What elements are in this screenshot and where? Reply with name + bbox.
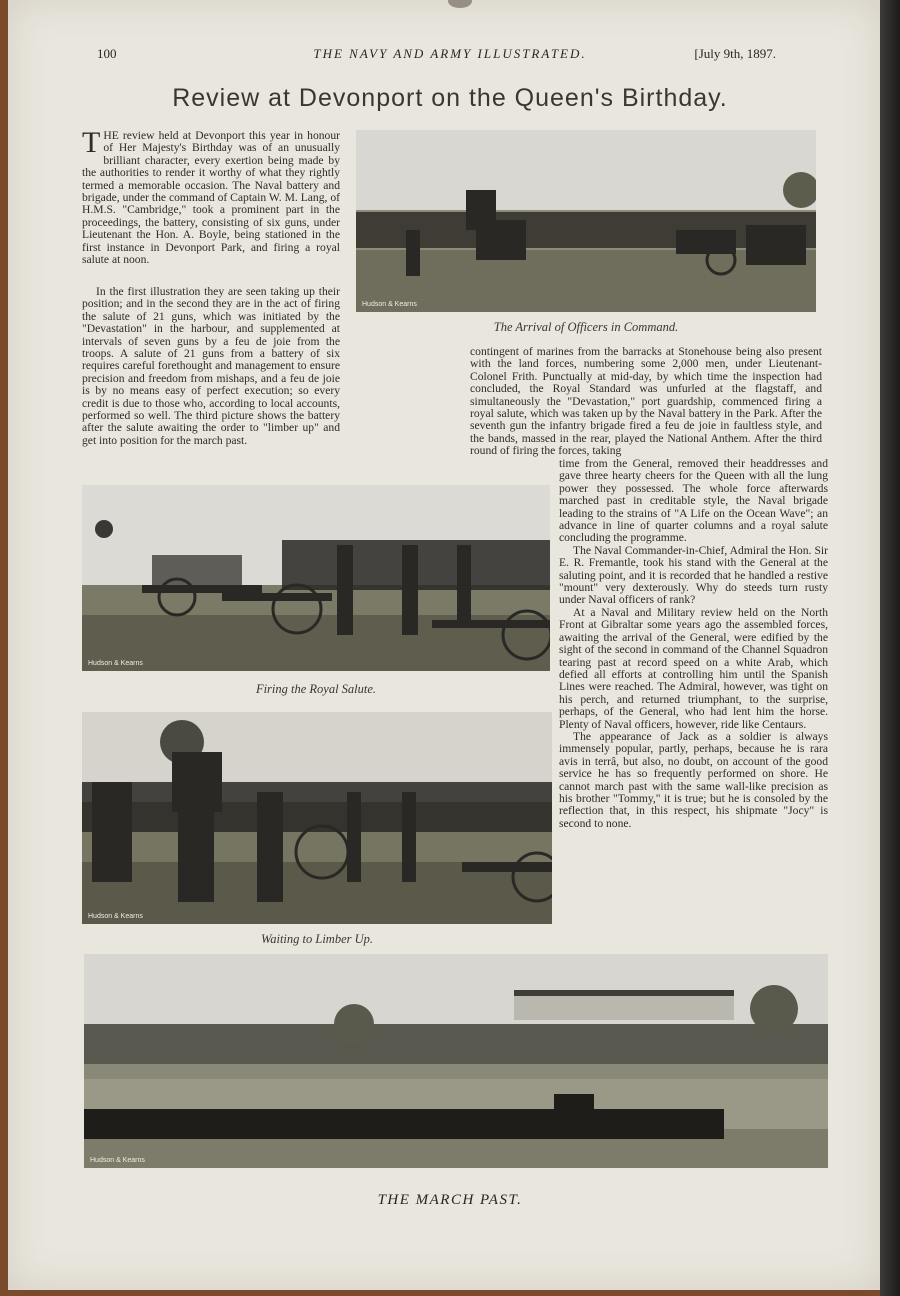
article-title: Review at Devonport on the Queen's Birthday.: [172, 84, 728, 112]
drop-cap: T: [82, 126, 101, 159]
paragraph: The appearance of Jack as a soldier is always immensely popular, partly, perhaps, because he is rara avis in terrâ, but also, no doubt, on account of the good service he has so frequently performed on shore. He cannot march past with the same wall-like precision as his brother "Tommy," it is true; but he is consoled by the reflection that, in this respect, his shipmate "Jocy" is second to none.: [559, 729, 828, 830]
paragraph: In the first illustration they are seen taking up their position; and in the second they are in the act of firing the salute of 21 guns, which was initiated by the "Devastation" in the harbour, and supplemented at intervals of seven guns by a feu de joie from the troops. A salute of 21 guns from a battery of six requires careful forethought and management to ensure precision and freedom from mishaps, and a feu de joie is by no means easy of perfect execution; so every credit is due to those who, according to local accounts, performed so well. The third picture shows the battery after the salute awaiting the order to "limber up" and get into position for the march past.: [82, 285, 340, 447]
article-column-3: [559, 458, 828, 830]
photographer-mark: Hudson & Kearns: [88, 913, 143, 920]
page-header: [0, 46, 900, 64]
photo-firing-royal-salute: [82, 485, 550, 671]
photo-scene: [84, 954, 828, 1168]
photographer-mark: Hudson & Kearns: [90, 1157, 145, 1164]
paragraph: [82, 126, 340, 267]
paragraph: At a Naval and Military review held on the North Front at Gibraltar some years ago the assembled forces, awaiting the arrival of the General, were edified by the sight of the second in command of the Channel Squadron tearing past at record speed on a white Arab, which defied all efforts at controlling him until the Spanish Lines were reached. The Admiral, however, was tight on his perch, and returned triumphant, to the surprise, perhaps, of the General, who had lent him the horse. Plenty of Naval officers, however, ride like Centaurs.: [559, 605, 828, 731]
issue-date: [July 9th, 1897.: [694, 46, 776, 61]
photo-march-past: [84, 954, 828, 1168]
journal-title: THE NAVY AND ARMY ILLUSTRATED.: [313, 46, 587, 61]
page-edge-shadow: [880, 0, 900, 1296]
paragraph-text: HE review held at Devonport this year in honour of Her Majesty's Birthday was of an unusually brilliant character, every exertion being made by the authorities to render it worthy of what they rightly termed a memorable occasion. The Naval battery and brigade, under the command of Captain W. M. Lang, of H.M.S. "Cambridge," took a prominent part in the proceedings, the battery, consisting of six guns, under Lieutenant the Hon. A. Boyle, being stationed in the first instance in Devonport Park, and firing a royal salute at noon.: [82, 129, 340, 267]
caption-march-past: THE MARCH PAST.: [377, 1192, 523, 1208]
caption-arrival: The Arrival of Officers in Command.: [493, 320, 679, 334]
photographer-mark: Hudson & Kearns: [362, 301, 417, 308]
caption-salute: Firing the Royal Salute.: [255, 682, 377, 696]
photo-scene: [82, 712, 552, 924]
caption-limber: Waiting to Limber Up.: [260, 932, 374, 946]
page-number: 100: [97, 46, 117, 61]
photo-scene: [82, 485, 550, 671]
paragraph: contingent of marines from the barracks at Stonehouse being also present with the land forces, numbering some 2,000 men, under Lieutenant-Colonel Frith. Punctually at mid-day, by which time the inspection had concluded, the Royal Standard was unfurled at the flagstaff, and simultaneously the "Devastation," port guardship, commenced firing a royal salute, which was taken up by the Naval battery in the Park. After the seventh gun the infantry brigade fired a feu de joie in faultless style, and the bands, massed in the rear, played the National Anthem. After the third round of firing the forces, taking: [470, 345, 822, 458]
article-column-1: [82, 126, 340, 267]
paragraph: time from the General, removed their headdresses and gave three hearty cheers for the Queen with all the lung power they possessed. The whole force afterwards marched past in creditable style, the Naval brigade leading to the strains of "A Life on the Ocean Wave"; an advance in line of quarter columns and a royal salute concluding the programme.: [559, 457, 828, 545]
article-column-1-cont: [82, 286, 340, 447]
paragraph: The Naval Commander-in-Chief, Admiral the Hon. Sir E. R. Fremantle, took his stand with the General at the saluting point, and it is recorded that he handled a restive "mount" very dexterously. Why do steeds turn rusty under Naval officers of rank?: [559, 543, 828, 607]
photo-arrival-of-officers: [356, 130, 816, 312]
article-column-2: [470, 346, 822, 458]
photographer-mark: Hudson & Kearns: [88, 660, 143, 667]
photo-waiting-to-limber-up: [82, 712, 552, 924]
photo-scene: [356, 130, 816, 312]
